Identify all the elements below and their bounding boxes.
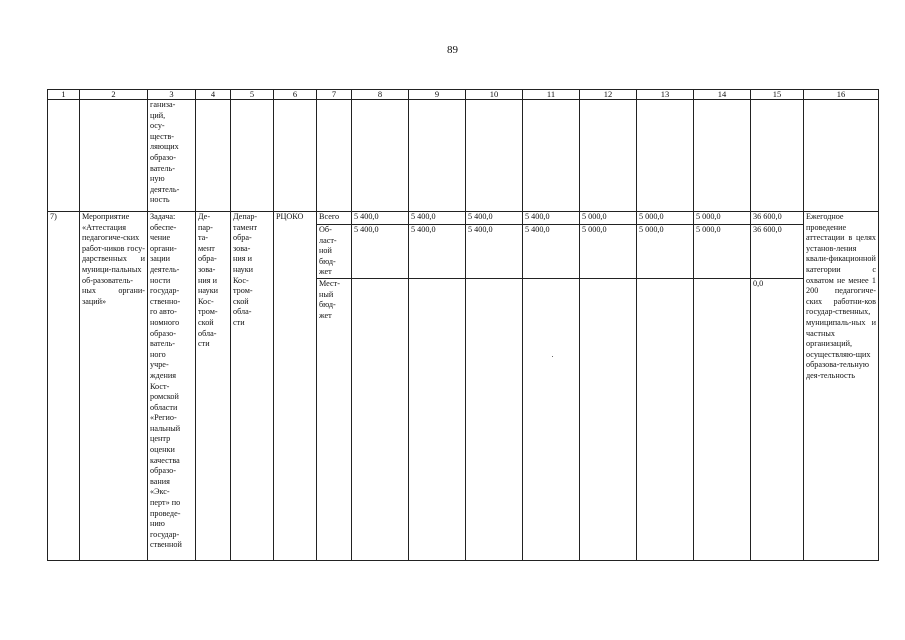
- regional-value: 5 400,0: [352, 225, 409, 279]
- continuation-row: [48, 100, 879, 212]
- continued-task-text: ганиза- ций, осу- ществ- ляющих образо- ватель- ную деятель- ность: [148, 100, 196, 212]
- item-number: 7): [48, 212, 80, 561]
- regional-value: 36 600,0: [751, 225, 804, 279]
- total-value: 36 600,0: [751, 212, 804, 225]
- column-header: 7: [317, 90, 352, 100]
- column-header: 5: [231, 90, 274, 100]
- column-header: 14: [694, 90, 751, 100]
- total-value: 5 000,0: [580, 212, 637, 225]
- page-number: 89: [447, 44, 458, 56]
- column-header: 12: [580, 90, 637, 100]
- co-executor: Депар- тамент обра- зова- ния и науки Кос- тром- ской обла- сти: [231, 212, 274, 561]
- funding-source-regional: Об- ласт- ной бюд- жет: [317, 225, 352, 279]
- regional-value: 5 000,0: [694, 225, 751, 279]
- local-value: [694, 278, 751, 560]
- regional-value: 5 400,0: [409, 225, 466, 279]
- local-value: 0,0: [751, 278, 804, 560]
- column-header: 2: [80, 90, 148, 100]
- column-header: 4: [196, 90, 231, 100]
- regional-value: 5 000,0: [580, 225, 637, 279]
- task-text: Задача: обеспе- чение органи- зации деятель- ности государ- ственно- го авто- номного образо- ватель- ного учре- ждения Кост- ромской области «Регио- нальный центр оценки качества образо- вания «Экс- перт» по проведе- нию государ- ственной: [148, 212, 196, 561]
- column-header: 13: [637, 90, 694, 100]
- regional-value: 5 400,0: [523, 225, 580, 279]
- column-header: 10: [466, 90, 523, 100]
- total-value: 5 400,0: [466, 212, 523, 225]
- column-number-row: [48, 90, 879, 100]
- table-row-total: [48, 212, 879, 225]
- column-header: 9: [409, 90, 466, 100]
- local-value: [523, 278, 580, 560]
- local-value: [409, 278, 466, 560]
- funding-source-total: Всего: [317, 212, 352, 225]
- column-header: 11: [523, 90, 580, 100]
- column-header: 1: [48, 90, 80, 100]
- regional-value: 5 400,0: [466, 225, 523, 279]
- column-header: 16: [804, 90, 879, 100]
- budget-table: [47, 89, 879, 561]
- total-value: 5 400,0: [409, 212, 466, 225]
- total-value: 5 000,0: [694, 212, 751, 225]
- responsible-executor: Де- пар- та- мент обра- зова- ния и науки Кос- тром- ской обла- сти: [196, 212, 231, 561]
- total-value: 5 000,0: [637, 212, 694, 225]
- column-header: 6: [274, 90, 317, 100]
- regional-value: 5 000,0: [637, 225, 694, 279]
- funding-source-local: Мест- ный бюд- жет: [317, 278, 352, 560]
- total-value: 5 400,0: [523, 212, 580, 225]
- local-value: [637, 278, 694, 560]
- column-header: 3: [148, 90, 196, 100]
- total-value: 5 400,0: [352, 212, 409, 225]
- local-value: [352, 278, 409, 560]
- scan-speck: [552, 356, 553, 357]
- event-name: Мероприятие «Аттестация педагогиче-ских работ-ников госу-дарственных и муници-пальных об-разователь-ных органи-заций»: [80, 212, 148, 561]
- local-value: [580, 278, 637, 560]
- participant: РЦОКО: [274, 212, 317, 561]
- column-header: 8: [352, 90, 409, 100]
- local-value: [466, 278, 523, 560]
- expected-result: Ежегодное проведение аттестации в целях установ-ления квали-фикационной категории с охватом не менее 1 200 педагогиче-ских работни-ков государ-ственных, муниципаль-ных и частных организаций, осуществляю-щих образова-тельную дея-тельность: [804, 212, 879, 561]
- column-header: 15: [751, 90, 804, 100]
